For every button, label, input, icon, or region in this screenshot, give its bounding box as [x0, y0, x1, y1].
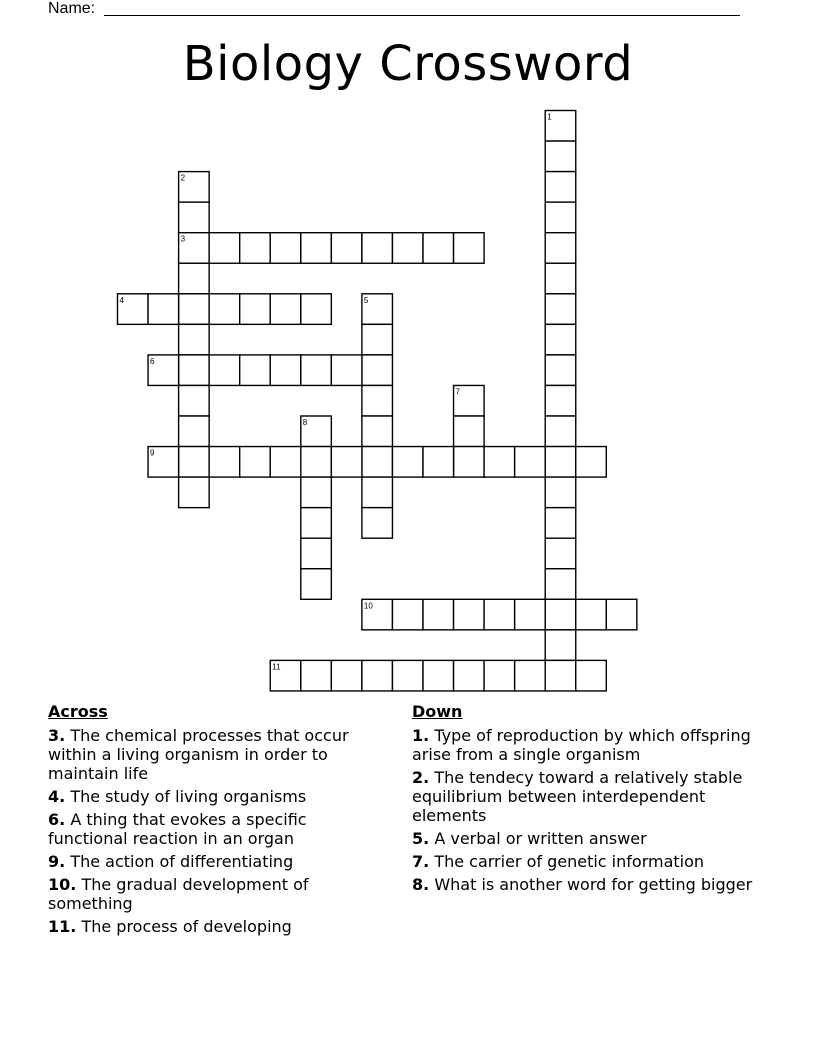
- grid-cell[interactable]: [209, 294, 240, 325]
- grid-cell[interactable]: [515, 447, 546, 478]
- grid-cell[interactable]: [545, 324, 576, 355]
- cell-number: 3: [180, 234, 186, 244]
- cell-number: 10: [363, 601, 373, 611]
- grid-cell[interactable]: [545, 447, 576, 478]
- clue-number: 1.: [412, 726, 430, 745]
- grid-cell[interactable]: [179, 355, 210, 386]
- grid-cell[interactable]: [240, 447, 271, 478]
- grid-cell[interactable]: [301, 355, 332, 386]
- grid-cell[interactable]: [209, 355, 240, 386]
- clue-text: A verbal or written answer: [434, 829, 647, 848]
- clue-number: 3.: [48, 726, 66, 745]
- grid-cell[interactable]: [423, 447, 454, 478]
- grid-cell[interactable]: [179, 385, 210, 416]
- grid-cell[interactable]: [484, 447, 515, 478]
- clue-down-8: [412, 875, 762, 894]
- clue-text: The chemical processes that occur within a living organism in order to maintain life: [48, 726, 349, 783]
- grid-cell[interactable]: [545, 141, 576, 172]
- clue-down-5: [412, 829, 762, 848]
- grid-cell[interactable]: [545, 599, 576, 630]
- grid-cell[interactable]: [454, 233, 485, 264]
- grid-cell[interactable]: [545, 294, 576, 325]
- across-heading: Across: [48, 702, 108, 721]
- clue-down-1: [412, 726, 762, 764]
- grid-cell[interactable]: [392, 233, 423, 264]
- clue-number: 11.: [48, 917, 77, 936]
- grid-cell[interactable]: [331, 447, 362, 478]
- grid-cell[interactable]: [454, 599, 485, 630]
- cell-number: 8: [302, 418, 308, 427]
- clue-text: The gradual development of something: [48, 875, 309, 913]
- grid-cell[interactable]: [545, 569, 576, 600]
- clue-across-6: [48, 810, 388, 848]
- grid-cell[interactable]: [545, 660, 576, 691]
- grid-cell[interactable]: [454, 416, 485, 447]
- down-clues: [412, 702, 762, 898]
- grid-cell[interactable]: [515, 660, 546, 691]
- clue-down-7: [412, 852, 762, 871]
- grid-cell[interactable]: [545, 233, 576, 264]
- grid-cell[interactable]: [545, 508, 576, 539]
- grid-cell[interactable]: [301, 660, 332, 691]
- grid-cell[interactable]: [270, 447, 301, 478]
- grid-cell[interactable]: [179, 447, 210, 478]
- grid-cell[interactable]: [362, 660, 393, 691]
- grid-cell[interactable]: [301, 294, 332, 325]
- grid-cell[interactable]: [454, 447, 485, 478]
- grid-cell[interactable]: [301, 538, 332, 569]
- clue-text: The study of living organisms: [70, 787, 307, 806]
- grid-cell[interactable]: [179, 263, 210, 294]
- cell-number: 5: [363, 295, 369, 305]
- grid-cell[interactable]: [179, 416, 210, 447]
- grid-cell[interactable]: [362, 324, 393, 355]
- grid-cell[interactable]: [209, 233, 240, 264]
- clue-text: Type of reproduction by which offspring arise from a single organism: [412, 726, 751, 764]
- grid-cell[interactable]: [392, 599, 423, 630]
- grid-cell[interactable]: [179, 324, 210, 355]
- clue-number: 10.: [48, 875, 77, 894]
- clue-across-9: [48, 852, 388, 871]
- grid-cell[interactable]: [484, 599, 515, 630]
- grid-cell[interactable]: [240, 233, 271, 264]
- cell-number: 6: [150, 356, 155, 366]
- grid-cell[interactable]: [362, 416, 393, 447]
- grid-cell[interactable]: [545, 630, 576, 661]
- clue-text: What is another word for getting bigger: [434, 875, 753, 894]
- clue-number: 8.: [412, 875, 430, 894]
- page-title: Biology Crossword: [182, 36, 634, 92]
- grid-cell[interactable]: [576, 660, 607, 691]
- clue-text: The tendecy toward a relatively stable equilibrium between interdependent elements: [412, 768, 743, 825]
- grid-cell[interactable]: [301, 508, 332, 539]
- grid-cell[interactable]: [209, 447, 240, 478]
- grid-cell[interactable]: [454, 660, 485, 691]
- grid-cell[interactable]: [545, 202, 576, 233]
- cell-number: 9: [150, 448, 155, 458]
- cell-number: 7: [455, 387, 461, 397]
- grid-cell[interactable]: [545, 477, 576, 508]
- grid-cell[interactable]: [179, 477, 210, 508]
- grid-cell[interactable]: [301, 569, 332, 600]
- cell-number: 1: [547, 112, 552, 122]
- grid-cell[interactable]: [240, 355, 271, 386]
- clue-number: 6.: [48, 810, 66, 829]
- clue-across-10: [48, 875, 388, 913]
- grid-cell[interactable]: [576, 447, 607, 478]
- grid-cell[interactable]: [362, 477, 393, 508]
- grid-cell[interactable]: [362, 508, 393, 539]
- grid-cell[interactable]: [270, 294, 301, 325]
- grid-cell[interactable]: [545, 263, 576, 294]
- grid-cell[interactable]: [270, 355, 301, 386]
- grid-cell[interactable]: [331, 660, 362, 691]
- grid-cell[interactable]: [545, 385, 576, 416]
- grid-cell[interactable]: [179, 202, 210, 233]
- grid-cell[interactable]: [301, 233, 332, 264]
- grid-cell[interactable]: [301, 477, 332, 508]
- name-label: Name:: [48, 0, 96, 17]
- clue-number: 7.: [412, 852, 430, 871]
- grid-cell[interactable]: [545, 416, 576, 447]
- grid-cell[interactable]: [484, 660, 515, 691]
- across-clues: [48, 702, 388, 940]
- cell-number: 11: [272, 662, 281, 672]
- grid-cell[interactable]: [362, 385, 393, 416]
- grid-cell[interactable]: [301, 447, 332, 478]
- grid-cell[interactable]: [331, 233, 362, 264]
- grid-cell[interactable]: [270, 233, 301, 264]
- grid-cell[interactable]: [362, 447, 393, 478]
- clue-text: The action of differentiating: [70, 852, 294, 871]
- cell-number: 4: [119, 295, 124, 305]
- clue-number: 4.: [48, 787, 66, 806]
- clue-across-11: [48, 917, 388, 936]
- grid-cell[interactable]: [240, 294, 271, 325]
- clue-text: The carrier of genetic information: [434, 852, 705, 871]
- grid-cell[interactable]: [148, 294, 179, 325]
- grid-cell[interactable]: [331, 355, 362, 386]
- cell-number: 2: [180, 173, 186, 183]
- grid-cell[interactable]: [576, 599, 607, 630]
- grid-cell[interactable]: [606, 599, 637, 630]
- clue-number: 2.: [412, 768, 430, 787]
- grid-cell[interactable]: [515, 599, 546, 630]
- grid-cell[interactable]: [423, 660, 454, 691]
- grid-cell[interactable]: [392, 447, 423, 478]
- grid-cell[interactable]: [545, 538, 576, 569]
- clue-across-3: [48, 726, 388, 783]
- grid-cell[interactable]: [545, 172, 576, 203]
- clue-text: A thing that evokes a specific functional reaction in an organ: [48, 810, 307, 848]
- grid-cell[interactable]: [362, 233, 393, 264]
- clue-down-2: [412, 768, 762, 825]
- grid-cell[interactable]: [423, 233, 454, 264]
- clue-number: 5.: [412, 829, 430, 848]
- grid-cell[interactable]: [545, 355, 576, 386]
- grid-cell[interactable]: [392, 660, 423, 691]
- grid-cell[interactable]: [179, 294, 210, 325]
- down-heading: Down: [412, 702, 463, 721]
- clue-number: 9.: [48, 852, 66, 871]
- clue-text: The process of developing: [81, 917, 292, 936]
- grid-cell[interactable]: [362, 355, 393, 386]
- clue-across-4: [48, 787, 388, 806]
- grid-cell[interactable]: [423, 599, 454, 630]
